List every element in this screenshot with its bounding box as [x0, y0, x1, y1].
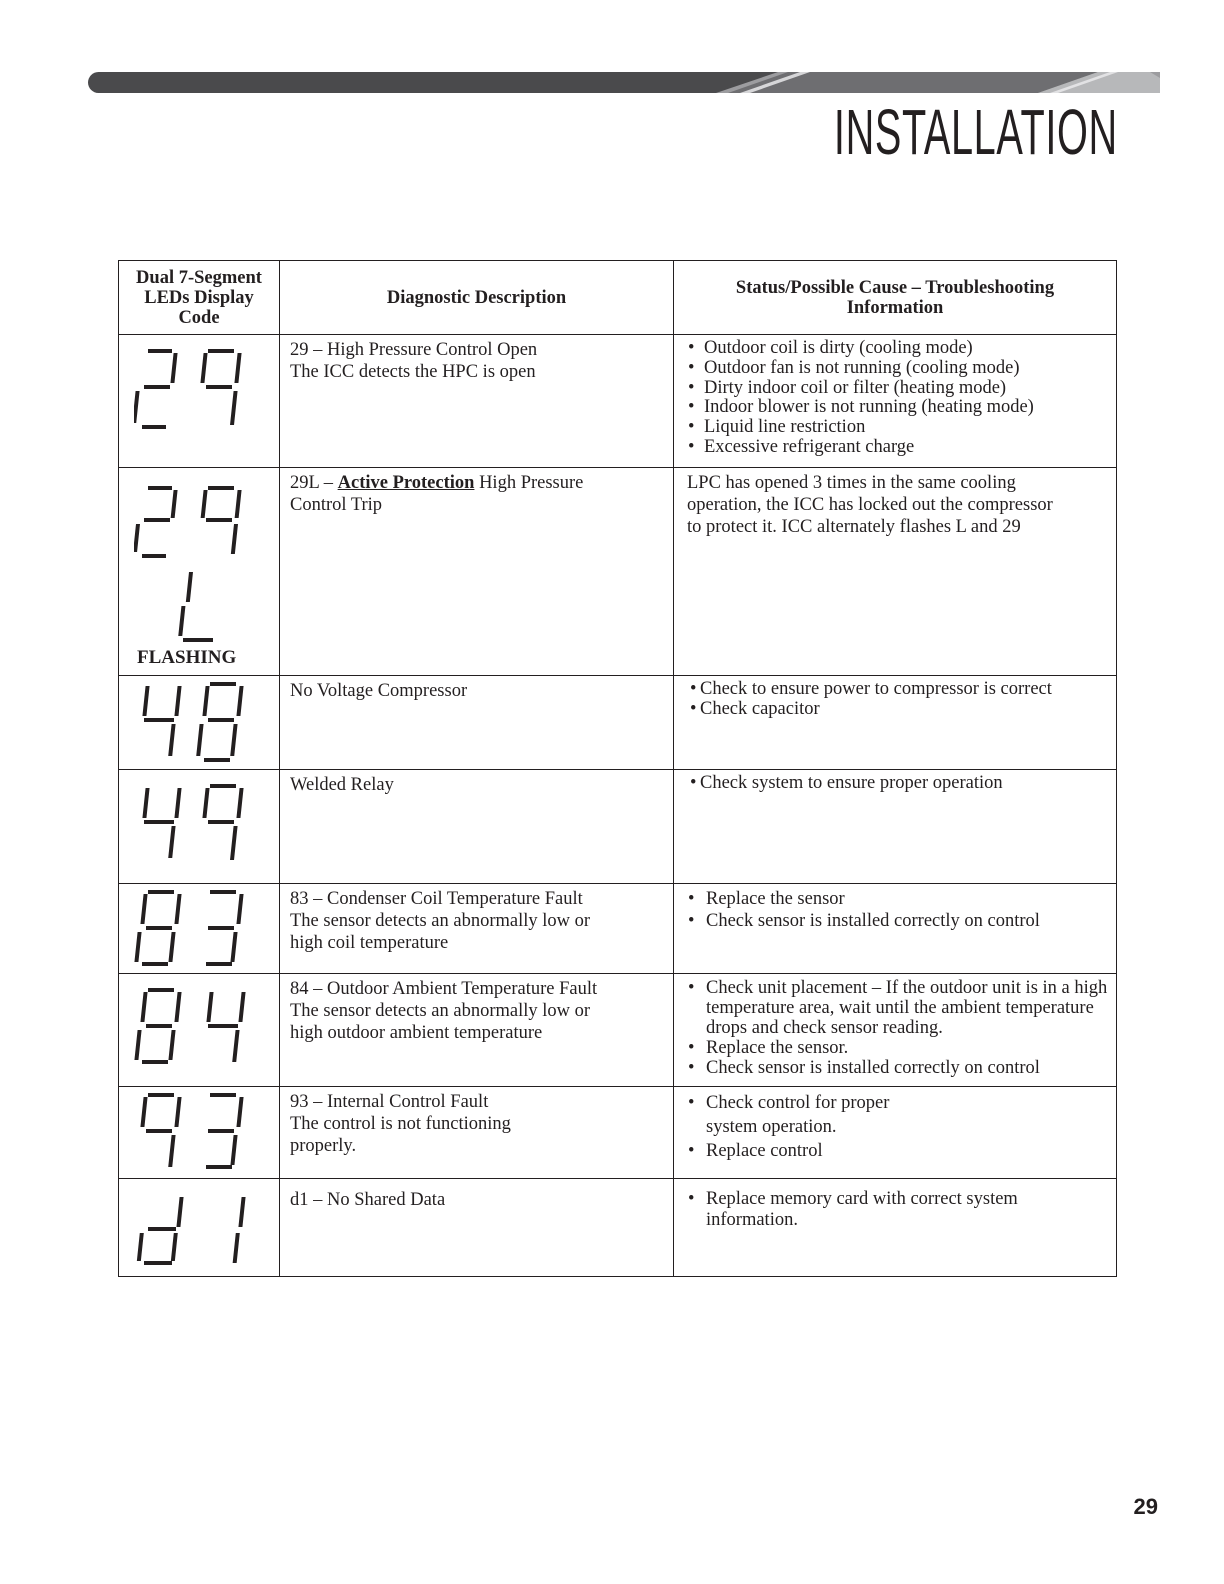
- header-code-line: LEDs Display: [144, 287, 254, 308]
- description-cell: [280, 884, 674, 974]
- status-cell: [674, 676, 1117, 770]
- led-display-d1: [134, 1193, 264, 1269]
- flashing-label: FLASHING: [137, 647, 237, 668]
- header-diagnostic-description: Diagnostic Description: [280, 261, 674, 335]
- led-display-29: [134, 486, 264, 562]
- description-line: 29 – High Pressure Control Open: [290, 340, 538, 360]
- status-bullet: • Liquid line restriction: [687, 418, 1108, 438]
- status-bullet: • Check unit placement – If the outdoor unit is in a high temperature area, wait until the ambient temperature drops and check sensor reading.: [687, 978, 1108, 1038]
- header-status-line: Status/Possible Cause – Troubleshooting: [735, 277, 1055, 298]
- status-bullet: • Check sensor is installed correctly on control: [687, 910, 1108, 932]
- table-row: [119, 974, 1117, 1087]
- led-display-49: [134, 784, 264, 868]
- led-display-cell: [119, 974, 280, 1087]
- table-row: [119, 1179, 1117, 1277]
- header-status-cause: [674, 261, 1117, 335]
- section-title: INSTALLATION: [834, 96, 1118, 168]
- led-display-cell: [119, 1087, 280, 1179]
- description-line: 83 – Condenser Coil Temperature Fault: [290, 889, 583, 909]
- led-display-cell: [119, 468, 280, 676]
- description-line: No Voltage Compressor: [290, 681, 468, 701]
- led-display-l: [169, 572, 229, 644]
- description-line: high coil temperature: [290, 933, 449, 953]
- description-cell: [280, 1087, 674, 1179]
- table-row: [119, 884, 1117, 974]
- status-cell: [674, 1179, 1117, 1277]
- header-status-line: Information: [846, 297, 944, 318]
- status-bullet: • Replace the sensor: [687, 888, 1108, 910]
- table-header-row: [119, 261, 1117, 335]
- status-cell: [674, 1087, 1117, 1179]
- status-bullet: • Check capacitor: [689, 700, 1108, 720]
- description-line: properly.: [290, 1136, 357, 1156]
- diagnostic-codes-table: [118, 260, 1117, 1277]
- status-bullet: • Check system to ensure proper operation: [689, 774, 1108, 794]
- description-cell: [280, 770, 674, 884]
- description-line: 93 – Internal Control Fault: [290, 1092, 489, 1112]
- description-cell: [280, 974, 674, 1087]
- led-display-84: [134, 988, 264, 1068]
- header-code-line: Code: [178, 307, 220, 328]
- status-text: LPC has opened 3 times in the same cooling: [687, 473, 1016, 493]
- status-cell: [674, 770, 1117, 884]
- table-row: [119, 468, 1117, 676]
- status-bullet: • Check to ensure power to compressor is correct: [689, 680, 1108, 700]
- description-line: The sensor detects an abnormally low or: [290, 1001, 591, 1021]
- status-bullet: • Excessive refrigerant charge: [687, 438, 1108, 458]
- page-number: 29: [1133, 1494, 1158, 1519]
- status-cell: [674, 974, 1117, 1087]
- status-cell: [674, 335, 1117, 468]
- description-line: [290, 472, 665, 494]
- status-bullet: • Check control for proper system operation.: [687, 1091, 926, 1139]
- led-display-48: [134, 682, 264, 766]
- description-line: Control Trip: [290, 495, 383, 515]
- description-cell: [280, 676, 674, 770]
- header-code-line: Dual 7-Segment: [136, 267, 262, 288]
- description-line: The control is not functioning: [290, 1114, 511, 1134]
- description-cell: [280, 468, 674, 676]
- led-display-cell: [119, 335, 280, 468]
- status-bullet: • Indoor blower is not running (heating mode): [687, 398, 1108, 418]
- status-bullet: • Outdoor fan is not running (cooling mode): [687, 359, 1108, 379]
- led-display-cell: [119, 770, 280, 884]
- status-bullet: • Outdoor coil is dirty (cooling mode): [687, 339, 1108, 359]
- led-display-cell: [119, 1179, 280, 1277]
- description-cell: [280, 335, 674, 468]
- led-display-cell: [119, 676, 280, 770]
- description-line: Welded Relay: [290, 775, 394, 795]
- status-bullet: • Replace control: [687, 1139, 926, 1163]
- description-line: d1 – No Shared Data: [290, 1190, 446, 1210]
- description-line: high outdoor ambient temperature: [290, 1023, 543, 1043]
- table-row: [119, 676, 1117, 770]
- table-row: [119, 335, 1117, 468]
- led-display-29: [134, 349, 264, 433]
- led-display-93: [134, 1093, 264, 1173]
- status-text: operation, the ICC has locked out the compressor: [687, 495, 1053, 515]
- description-line: The ICC detects the HPC is open: [290, 362, 536, 382]
- header-bar: [88, 72, 1160, 93]
- status-bullet: • Check sensor is installed correctly on control: [687, 1058, 1108, 1078]
- status-bullet: • Replace the sensor.: [687, 1038, 1108, 1058]
- description-suffix: High Pressure: [474, 473, 584, 493]
- status-cell: [674, 468, 1117, 676]
- header-display-code: [119, 261, 280, 335]
- description-line: The sensor detects an abnormally low or: [290, 911, 591, 931]
- led-display-83: [134, 890, 264, 970]
- description-line: 84 – Outdoor Ambient Temperature Fault: [290, 979, 598, 999]
- description-prefix: 29L –: [290, 473, 338, 493]
- led-display-cell: [119, 884, 280, 974]
- table-row: [119, 1087, 1117, 1179]
- description-cell: [280, 1179, 674, 1277]
- status-cell: [674, 884, 1117, 974]
- status-text: to protect it. ICC alternately flashes L and 29: [687, 517, 1021, 537]
- status-bullet: • Dirty indoor coil or filter (heating mode): [687, 379, 1108, 399]
- active-protection-link[interactable]: Active Protection: [337, 473, 475, 493]
- status-bullet: • Replace memory card with correct system information.: [687, 1189, 1056, 1231]
- table-row: [119, 770, 1117, 884]
